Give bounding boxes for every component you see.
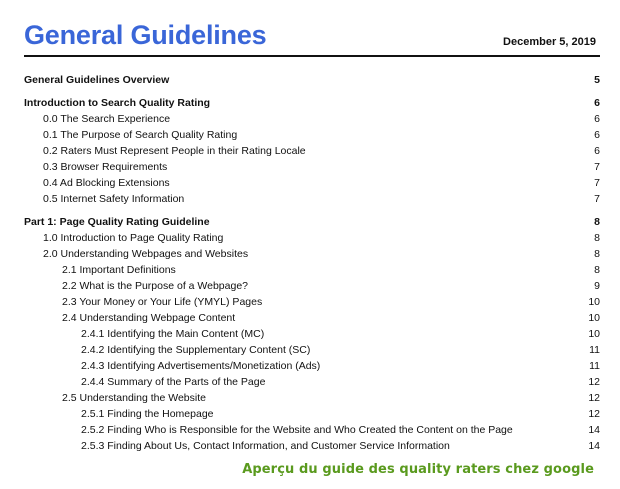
toc-entry[interactable] xyxy=(24,191,600,207)
toc-entry[interactable] xyxy=(24,294,600,310)
toc-entry-title: 2.4.4 Summary of the Parts of the Page xyxy=(81,376,266,388)
toc-entry-title: Part 1: Page Quality Rating Guideline xyxy=(24,216,210,228)
toc-entry-page-number: 10 xyxy=(588,328,600,340)
toc-entry-title: 1.0 Introduction to Page Quality Rating xyxy=(43,232,224,244)
image-caption: Aperçu du guide des quality raters chez google xyxy=(242,462,594,477)
toc-entry-page-number: 8 xyxy=(594,248,600,260)
toc-entry[interactable] xyxy=(24,262,600,278)
toc-entry[interactable] xyxy=(24,310,600,326)
toc-entry-title: 2.4.3 Identifying Advertisements/Monetization (Ads) xyxy=(81,360,321,372)
toc-entry[interactable] xyxy=(24,422,600,438)
toc-entry[interactable] xyxy=(24,230,600,246)
toc-entry-title: 2.1 Important Definitions xyxy=(62,264,176,276)
toc-entry-page-number: 10 xyxy=(588,312,600,324)
toc-entry-title: 0.1 The Purpose of Search Quality Rating xyxy=(43,129,238,141)
toc-entry-title: 2.4.2 Identifying the Supplementary Content (SC) xyxy=(81,344,311,356)
toc-entry-title: 2.4.1 Identifying the Main Content (MC) xyxy=(81,328,265,340)
toc-entry-title: 0.2 Raters Must Represent People in their Rating Locale xyxy=(43,145,306,157)
toc-entry-page-number: 7 xyxy=(594,193,600,205)
toc-entry-page-number: 12 xyxy=(588,408,600,420)
toc-entry-title: General Guidelines Overview xyxy=(24,74,170,86)
toc-entry-title: 2.5.3 Finding About Us, Contact Information, and Customer Service Information xyxy=(81,440,450,452)
toc-entry-page-number: 12 xyxy=(588,376,600,388)
toc-entry[interactable] xyxy=(24,246,600,262)
toc-entry[interactable] xyxy=(24,342,600,358)
title-divider xyxy=(24,55,600,57)
toc-entry-page-number: 8 xyxy=(594,232,600,244)
document-title: General Guidelines xyxy=(24,20,267,50)
toc-entry-page-number: 7 xyxy=(594,161,600,173)
toc-entry-title: 2.0 Understanding Webpages and Websites xyxy=(43,248,249,260)
toc-entry-page-number: 11 xyxy=(589,344,600,356)
toc-entry[interactable] xyxy=(24,374,600,390)
toc-entry[interactable] xyxy=(24,95,600,111)
toc-entry-title: 0.0 The Search Experience xyxy=(43,113,171,125)
toc-entry-page-number: 14 xyxy=(588,440,600,452)
toc-entry[interactable] xyxy=(24,72,600,88)
toc-entry-page-number: 12 xyxy=(588,392,600,404)
toc-entry-title: 2.4 Understanding Webpage Content xyxy=(62,312,236,324)
toc-entry-title: 2.3 Your Money or Your Life (YMYL) Pages xyxy=(62,296,263,308)
toc-entry[interactable] xyxy=(24,111,600,127)
toc-entry[interactable] xyxy=(24,438,600,454)
toc-entry-page-number: 6 xyxy=(594,145,600,157)
toc-entry-page-number: 14 xyxy=(588,424,600,436)
toc-entry-title: Introduction to Search Quality Rating xyxy=(24,97,211,109)
toc-entry-page-number: 5 xyxy=(594,74,600,86)
toc-entry-page-number: 8 xyxy=(594,264,600,276)
toc-entry-title: 0.3 Browser Requirements xyxy=(43,161,168,173)
document-date: December 5, 2019 xyxy=(503,36,596,48)
toc-entry[interactable] xyxy=(24,358,600,374)
toc-entry-title: 2.5.1 Finding the Homepage xyxy=(81,408,214,420)
toc-entry-title: 0.5 Internet Safety Information xyxy=(43,193,185,205)
toc-entry[interactable] xyxy=(24,406,600,422)
toc-entry[interactable] xyxy=(24,143,600,159)
toc-entry-title: 2.5.2 Finding Who is Responsible for the Website and Who Created the Content on the Page xyxy=(81,424,513,436)
toc-entry-page-number: 9 xyxy=(594,280,600,292)
toc-entry[interactable] xyxy=(24,214,600,230)
toc-entry[interactable] xyxy=(24,175,600,191)
toc-entry[interactable] xyxy=(24,390,600,406)
toc-entry-page-number: 11 xyxy=(589,360,600,372)
table-of-contents xyxy=(24,72,600,454)
toc-entry-title: 2.2 What is the Purpose of a Webpage? xyxy=(62,280,249,292)
toc-entry-page-number: 6 xyxy=(594,129,600,141)
toc-entry[interactable] xyxy=(24,326,600,342)
toc-entry-page-number: 10 xyxy=(588,296,600,308)
toc-entry-title: 0.4 Ad Blocking Extensions xyxy=(43,177,170,189)
toc-entry-title: 2.5 Understanding the Website xyxy=(62,392,206,404)
toc-entry[interactable] xyxy=(24,278,600,294)
toc-entry-page-number: 6 xyxy=(594,113,600,125)
toc-entry[interactable] xyxy=(24,159,600,175)
toc-entry-page-number: 7 xyxy=(594,177,600,189)
toc-entry-page-number: 6 xyxy=(594,97,600,109)
toc-entry[interactable] xyxy=(24,127,600,143)
toc-entry-page-number: 8 xyxy=(594,216,600,228)
